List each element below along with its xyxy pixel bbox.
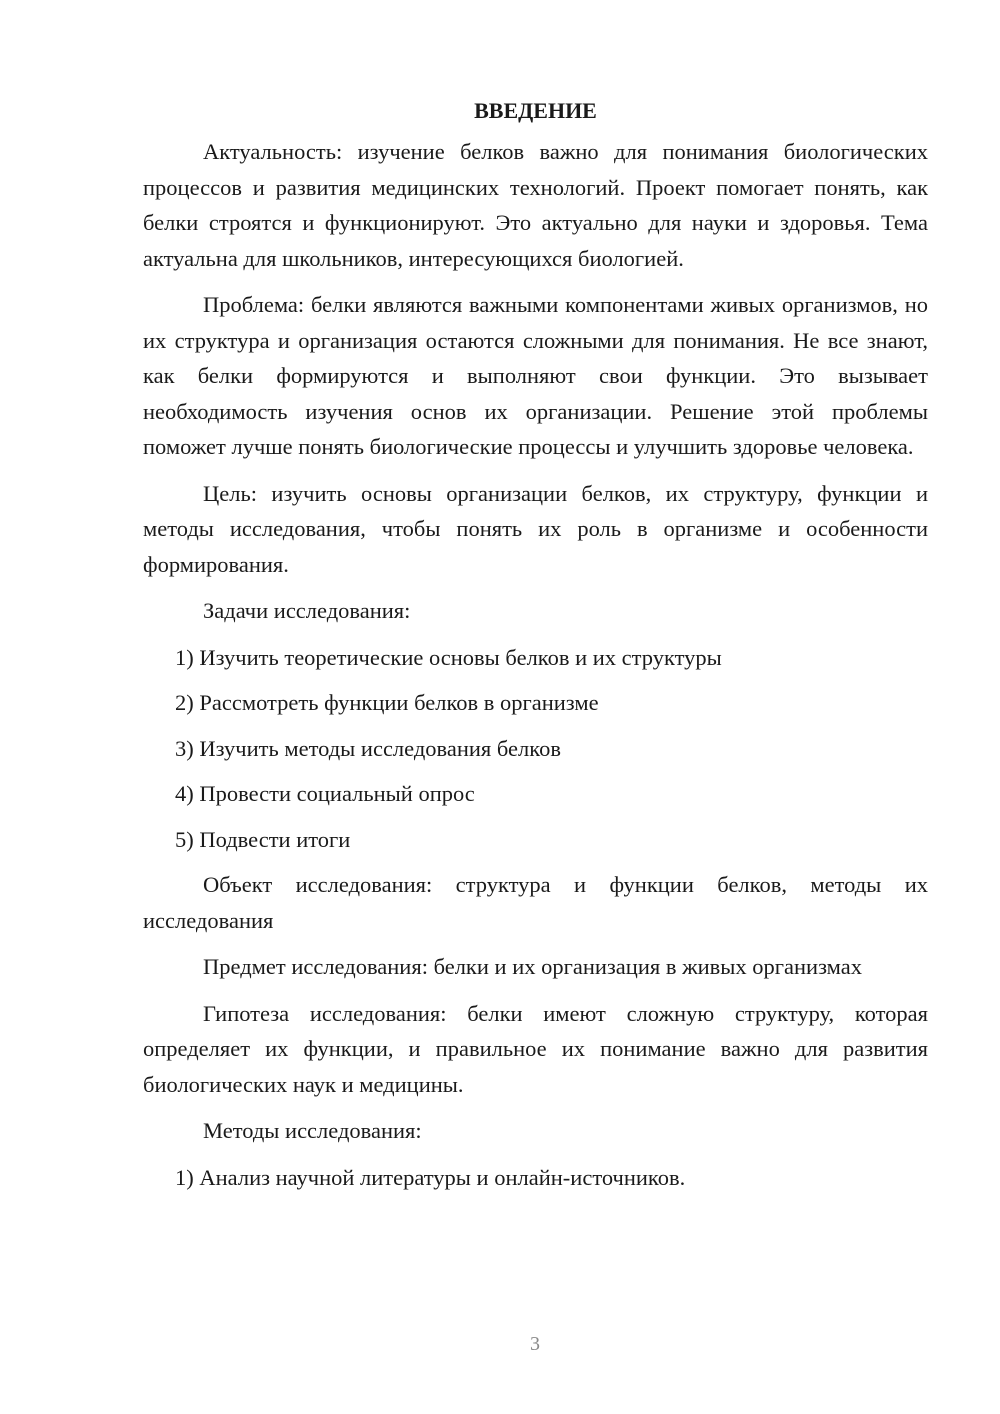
page-body <box>143 96 928 1205</box>
tasks-list <box>143 640 928 858</box>
subject-paragraph: Предмет исследования: белки и их организация в живых организмах <box>203 954 862 979</box>
methods-heading: Методы исследования: <box>203 1118 422 1143</box>
problem-paragraph: Проблема: белки являются важными компонентами живых организмов, но их структура и организация остаются сложными для понимания. Не все знают, как белки формируются и выполняют свои функции. Это вызывает необходимость изучения основ их организации. Решение этой проблемы поможет лучше понять биологические процессы и улучшить здоровье человека. <box>143 292 928 459</box>
list-item: 3) Изучить методы исследования белков <box>175 735 561 761</box>
hypothesis-paragraph: Гипотеза исследования: белки имеют сложную структуру, которая определяет их функции, и правильное их понимание важно для развития биологических наук и медицины. <box>143 1000 928 1097</box>
list-item: 1) Изучить теоретические основы белков и их структуры <box>175 644 722 670</box>
list-item: 4) Провести социальный опрос <box>175 781 475 806</box>
list-item: 2) Рассмотреть функции белков в организме <box>175 690 599 715</box>
goal-paragraph: Цель: изучить основы организации белков, их структуру, функции и методы исследования, чтобы понять их роль в организме и особенности формирования. <box>143 480 928 577</box>
page-number: 3 <box>530 1333 540 1355</box>
list-item: 5) Подвести итоги <box>175 826 351 852</box>
page-title: ВВЕДЕНИЕ <box>474 98 597 123</box>
methods-list <box>143 1160 928 1196</box>
tasks-heading: Задачи исследования: <box>203 598 411 623</box>
relevance-paragraph: Актуальность: изучение белков важно для понимания биологических процессов и развития медицинских технологий. Проект помогает понять, как белки строятся и функционируют. Это актуально для науки и здоровья. Тема актуальна для школьников, интересующихся биологией. <box>143 139 928 271</box>
list-item: 1) Анализ научной литературы и онлайн-источников. <box>175 1164 686 1190</box>
object-paragraph: Объект исследования: структура и функции белков, методы их исследования <box>143 872 928 933</box>
